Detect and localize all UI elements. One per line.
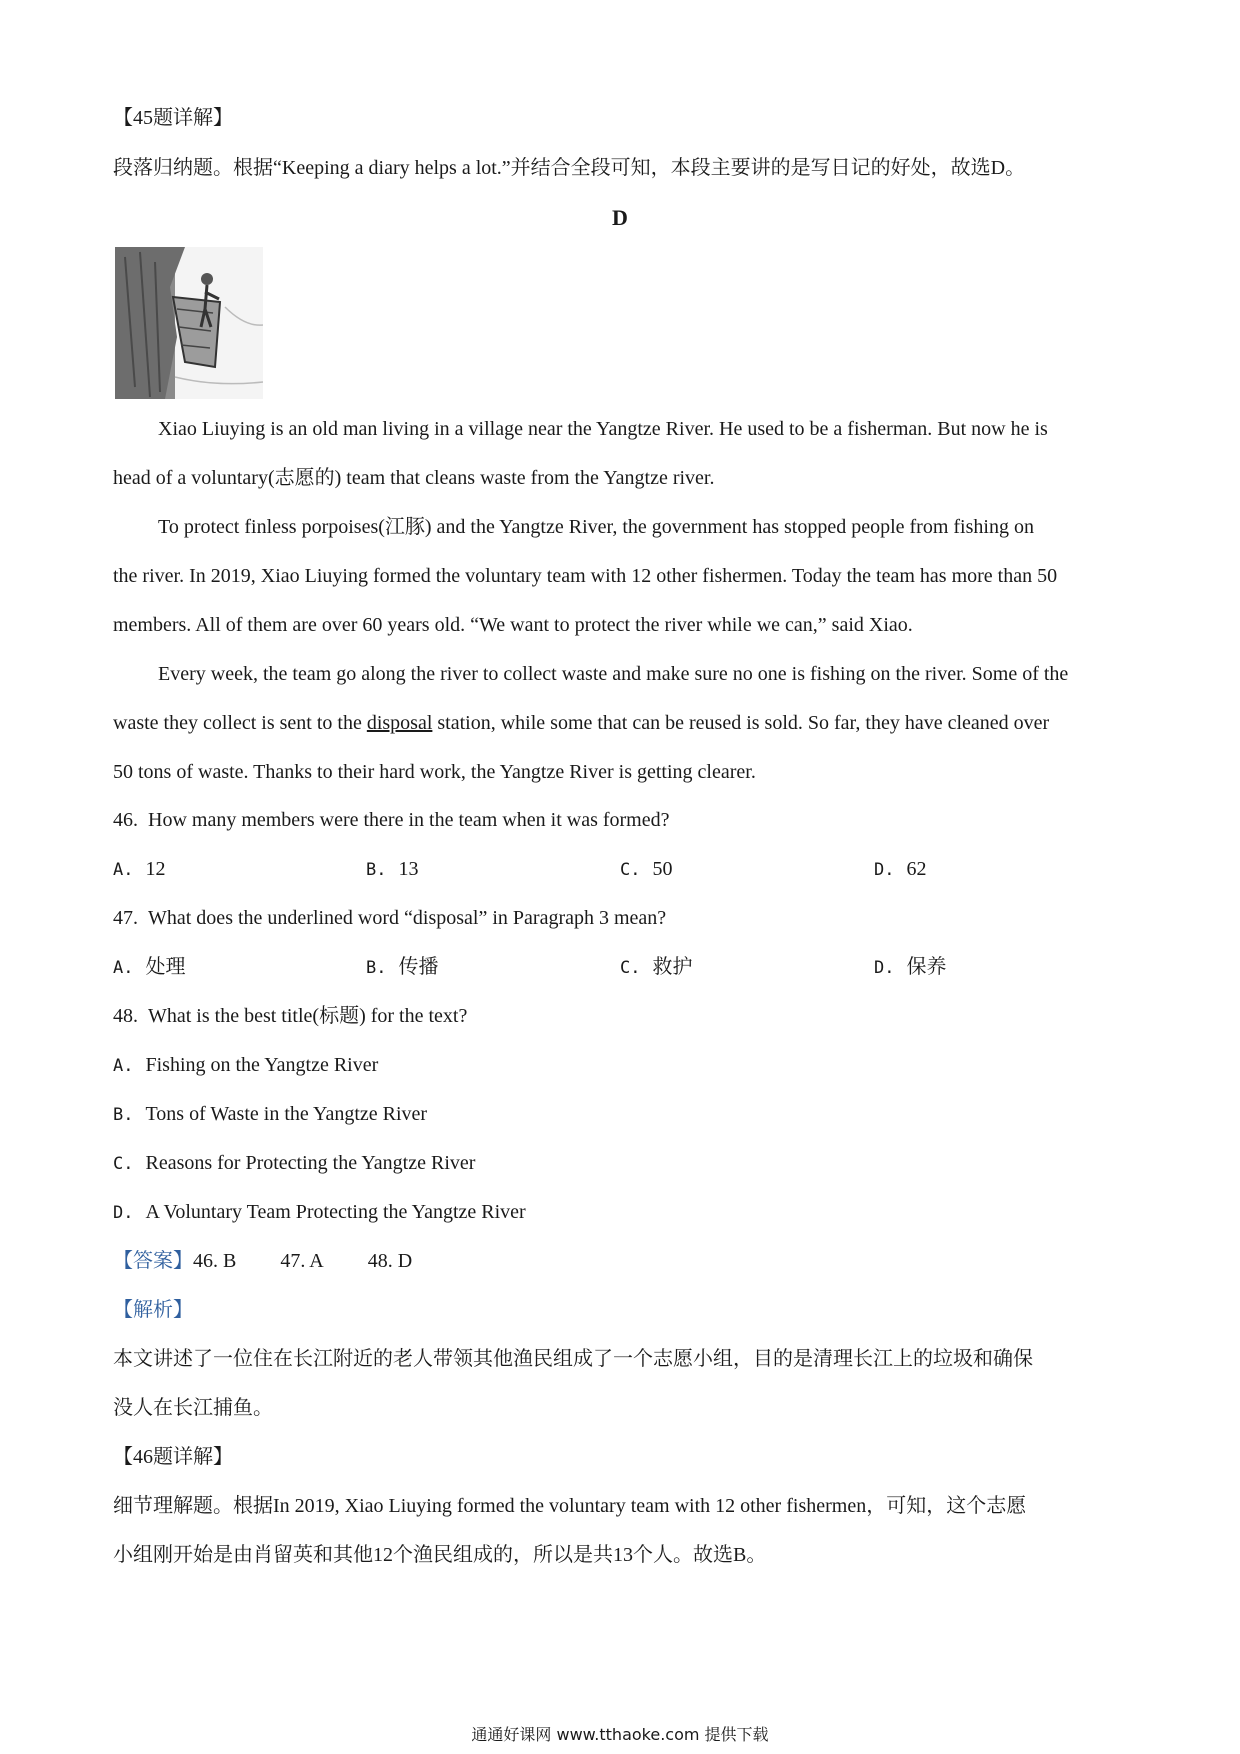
q48-option-c: C. Reasons for Protecting the Yangtze River: [113, 1152, 476, 1174]
passage-line: To protect finless porpoises(江豚) and the Yangtze River, the government has stopped people from fishing on: [158, 516, 1034, 538]
q48-option-d: D. A Voluntary Team Protecting the Yangtze River: [113, 1201, 526, 1223]
q47-option-a: A. 处理: [113, 956, 186, 978]
q48-option-b: B. Tons of Waste in the Yangtze River: [113, 1103, 428, 1125]
analysis-text: 本文讲述了一位住在长江附近的老人带领其他渔民组成了一个志愿小组，目的是清理长江上的垃圾和确保: [113, 1348, 1033, 1370]
footer-source: 通通好课网 www.tthaoke.com 提供下载: [471, 1725, 769, 1744]
q45-explanation: 段落归纳题。根据“Keeping a diary helps a lot.”并结合全段可知，本段主要讲的是写日记的好处，故选D。: [113, 157, 1026, 179]
section-title: D: [612, 205, 628, 230]
q46-option-a: A. 12: [113, 858, 166, 880]
q46-explanation: 细节理解题。根据In 2019, Xiao Liuying formed the voluntary team with 12 other fishermen，可知，这个志愿: [113, 1495, 1027, 1517]
passage-line: Xiao Liuying is an old man living in a village near the Yangtze River. He used to be a fisherman. But now he is: [158, 418, 1048, 440]
question-47: 47. What does the underlined word “disposal” in Paragraph 3 mean?: [113, 907, 667, 929]
q47-option-d: D. 保养: [874, 956, 947, 978]
q46-heading: 【46题详解】: [113, 1446, 233, 1468]
passage-line: waste they collect is sent to the disposal station, while some that can be reused is sold. So far, they have cleaned over: [113, 712, 1050, 734]
passage-line: Every week, the team go along the river to collect waste and make sure no one is fishing on the river. Some of the: [158, 663, 1069, 685]
q46-option-c: C. 50: [620, 858, 673, 880]
analysis-label: 【解析】: [113, 1299, 193, 1321]
answer-line: 【答案】46. B 47. A 48. D: [113, 1250, 413, 1272]
answer-label: 【答案】: [113, 1250, 193, 1272]
q45-heading: 【45题详解】: [113, 107, 233, 129]
passage-line: 50 tons of waste. Thanks to their hard work, the Yangtze River is getting clearer.: [113, 761, 756, 783]
q48-option-a: A. Fishing on the Yangtze River: [113, 1054, 379, 1076]
analysis-text: 没人在长江捕鱼。: [113, 1397, 273, 1419]
q47-option-c: C. 救护: [620, 956, 693, 978]
question-48: 48. What is the best title(标题) for the text?: [113, 1005, 468, 1027]
passage-line: the river. In 2019, Xiao Liuying formed the voluntary team with 12 other fishermen. Today the team has more than 50: [113, 565, 1058, 587]
q46-option-b: B. 13: [366, 858, 419, 880]
question-46: 46. How many members were there in the team when it was formed?: [113, 809, 670, 831]
passage-line: members. All of them are over 60 years old. “We want to protect the river while we can,” said Xiao.: [113, 614, 913, 636]
underlined-word: disposal: [366, 712, 433, 734]
q46-explanation: 小组刚开始是由肖留英和其他12个渔民组成的，所以是共13个人。故选B。: [113, 1544, 767, 1566]
q47-option-b: B. 传播: [366, 956, 439, 978]
q46-option-d: D. 62: [874, 858, 927, 880]
passage-line: head of a voluntary(志愿的) team that cleans waste from the Yangtze river.: [113, 467, 715, 489]
boat-illustration: [115, 247, 263, 399]
